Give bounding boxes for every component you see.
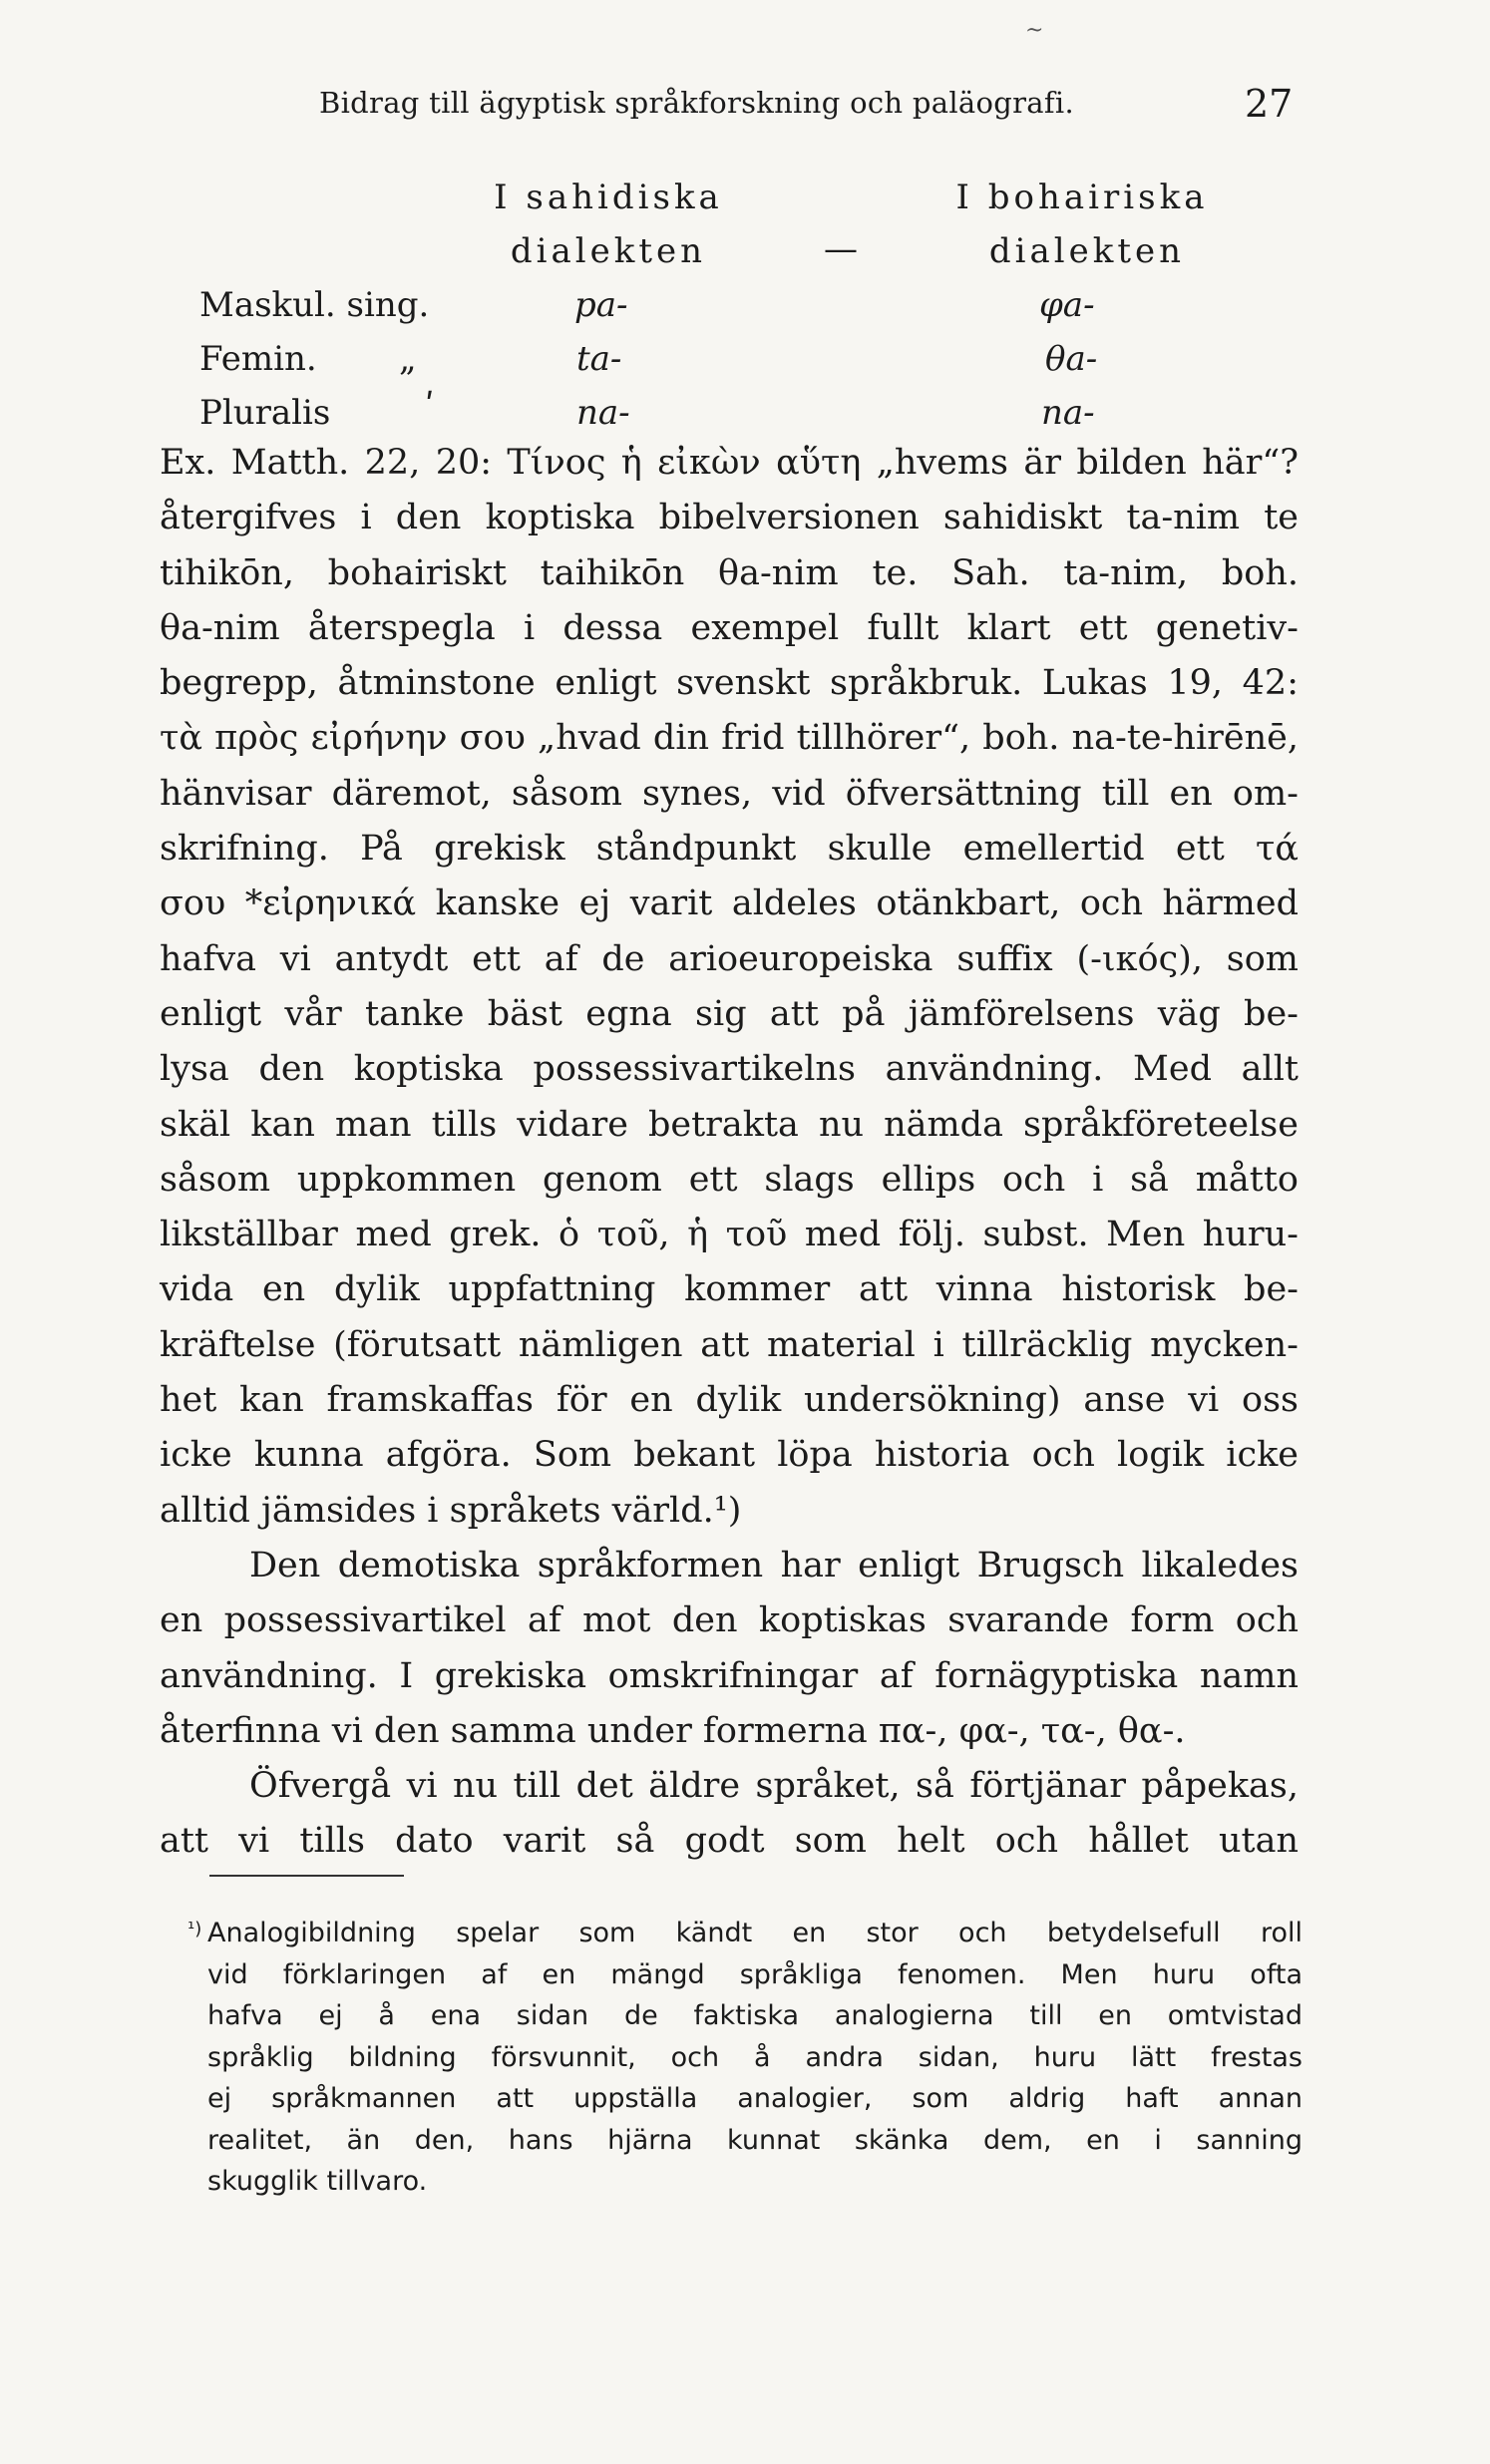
body-line: Den demotiska språkformen har enligt Brugsch likaledes (249, 1545, 1299, 1585)
body-line: alltid jämsides i språkets värld.¹) (160, 1490, 742, 1531)
footnote-line: vid förklaringen af en mängd språkliga fenomen. Men huru ofta (207, 1958, 1303, 1990)
body-line: hänvisar däremot, såsom synes, vid öfversättning till en om- (160, 773, 1299, 814)
body-line: skrifning. På grekisk ståndpunkt skulle emellertid ett τά (160, 829, 1299, 870)
body-line: att vi tills dato varit så godt som helt och hållet utan (160, 1821, 1299, 1862)
body-line: τὰ πρὸς εἰρήνην σου „hvad din frid tillhörer“, boh. na-te-hirēnē, (160, 718, 1299, 759)
heading-dash: — (824, 229, 858, 269)
row-label-pluralis: Pluralis (199, 393, 331, 433)
body-line: Ex. Matth. 22, 20: Τίνος ἡ εἰκὼν αὕτη „hvems är bilden här“? (160, 443, 1299, 483)
sahidic-form-pluralis: na- (576, 393, 630, 433)
footnote-line: hafva ej å ena sidan de faktiska analogierna till en omtvistad (207, 2000, 1303, 2031)
body-line: likställbar med grek. ὁ τοῦ, ἡ τοῦ med följ. subst. Men huru- (160, 1215, 1299, 1255)
body-line: θa-nim återspegla i dessa exempel fullt klart ett genetiv- (160, 607, 1299, 648)
body-line: vida en dylik uppfattning kommer att vinna historisk be- (160, 1269, 1299, 1310)
bohairic-form-femin: θa- (1045, 339, 1098, 379)
main-body-text (160, 436, 1299, 1870)
body-line: het kan framskaffas för en dylik undersökning) anse vi oss (160, 1380, 1299, 1421)
footnote-line: Analogibildning spelar som kändt en stor och betydelsefull roll (207, 1918, 1303, 1948)
footnote-divider (209, 1875, 404, 1877)
body-line: användning. I grekiska omskrifningar af fornägyptiska namn (160, 1655, 1299, 1696)
footnote-line: ej språkmannen att uppställa analogier, som aldrig haft annan (207, 2083, 1303, 2114)
bohairic-form-maskul: φa- (1039, 285, 1095, 325)
column-heading-bohairic-2: dialekten (988, 231, 1186, 271)
body-line: återfinna vi den samma under formerna πα-, φα-, τα-, θα-. (160, 1710, 1186, 1751)
running-head: Bidrag till ägyptisk språkforskning och paläografi. (319, 86, 1074, 120)
sahidic-form-maskul: pa- (574, 285, 628, 325)
page-number: 27 (1245, 82, 1294, 126)
body-line: icke kunna afgöra. Som bekant löpa historia och logik icke (160, 1435, 1299, 1476)
footnote-line: skugglik tillvaro. (207, 2166, 428, 2197)
footnote-line: språklig bildning försvunnit, och å andra sidan, huru lätt frestas (207, 2041, 1303, 2073)
body-line: återgifves i den koptiska bibelversionen sahidiskt ta-nim te (160, 498, 1299, 538)
page-corner-mark: ~ (1025, 18, 1044, 43)
footnote (187, 1913, 1303, 2203)
row-label-maskul: Maskul. sing. (199, 285, 430, 325)
body-line: σου *εἰρηνικά kanske ej varit aldeles otänkbart, och härmed (160, 883, 1299, 924)
body-line: hafva vi antydt ett af de arioeuropeiska suffix (-ικός), som (160, 938, 1299, 979)
column-heading-sahidic-1: I sahidiska (494, 177, 723, 217)
ditto-mark: „ (399, 339, 417, 379)
bohairic-form-pluralis: na- (1041, 393, 1095, 433)
body-line: skäl kan man tills vidare betrakta nu nämda språkföreteelse (160, 1104, 1299, 1145)
row-label-femin: Femin. (199, 339, 317, 379)
body-line: en possessivartikel af mot den koptiskas svarande form och (160, 1600, 1299, 1641)
body-line: kräftelse (förutsatt nämligen att material i tillräcklig mycken- (160, 1324, 1299, 1365)
body-line: tihikōn, bohairiskt taihikōn θa-nim te. Sah. ta-nim, boh. (160, 552, 1299, 593)
sahidic-form-femin: ta- (576, 339, 622, 379)
body-line: Öfvergå vi nu till det äldre språket, så förtjänar påpekas, (249, 1766, 1299, 1807)
body-line: begrepp, åtminstone enligt svenskt språkbruk. Lukas 19, 42: (160, 663, 1299, 704)
body-line: enligt vår tanke bäst egna sig att på jämförelsens väg be- (160, 993, 1299, 1034)
footnote-line: realitet, än den, hans hjärna kunnat skänka dem, en i sanning (207, 2124, 1303, 2156)
column-heading-bohairic-1: I bohairiska (955, 177, 1209, 217)
body-line: såsom uppkommen genom ett slags ellips och i så måtto (160, 1159, 1299, 1200)
footnote-marker: ¹) (187, 1919, 202, 1939)
column-heading-sahidic-2: dialekten (510, 231, 707, 271)
body-line: lysa den koptiska possessivartikelns användning. Med allt (160, 1049, 1299, 1090)
stray-mark: ʹ (425, 387, 435, 427)
